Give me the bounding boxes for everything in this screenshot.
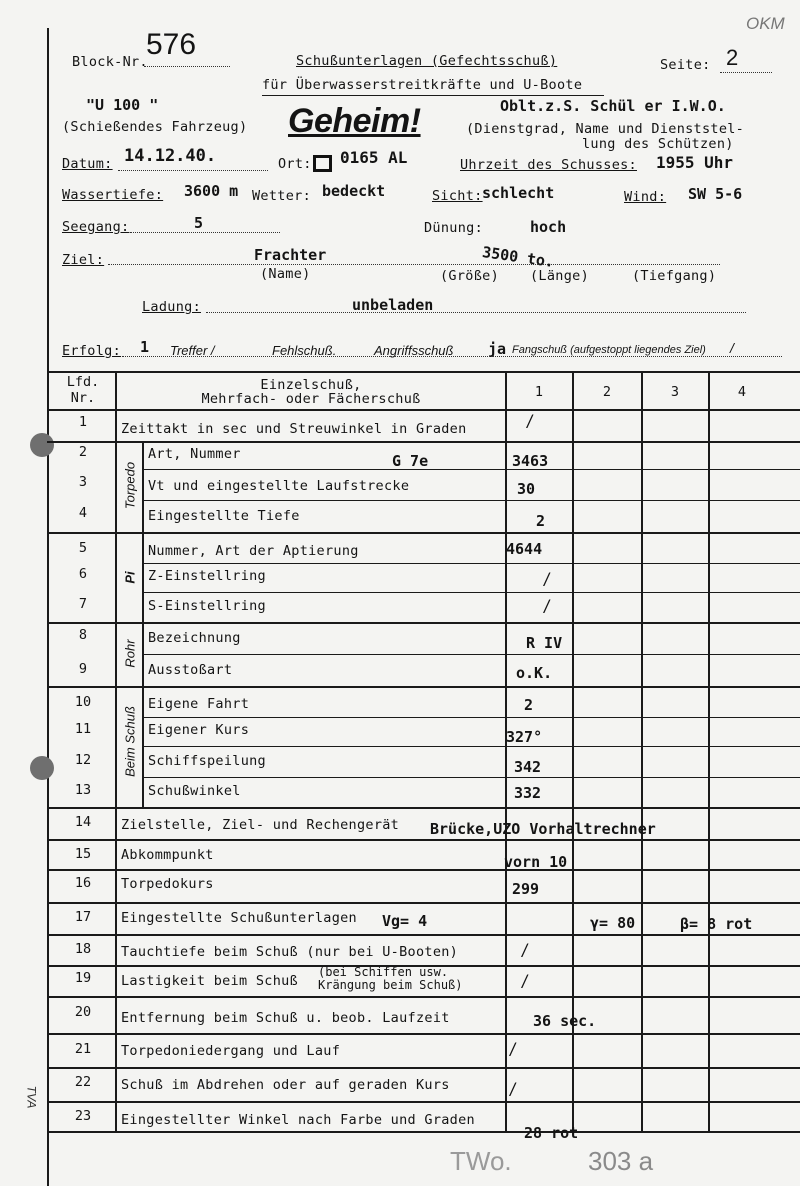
row-value-1: 327° — [506, 728, 543, 746]
subtitle-underline — [262, 95, 604, 96]
row-sep — [47, 807, 800, 809]
row-label: Entfernung beim Schuß u. beob. Laufzeit — [121, 1010, 450, 1026]
grid-square-icon — [313, 155, 332, 172]
erfolg-label: Erfolg: — [62, 343, 121, 359]
seegang-label: Seegang: — [62, 219, 130, 235]
row-extra: Vg= 4 — [382, 912, 428, 930]
row-no: 18 — [74, 941, 92, 957]
wetter-label: Wetter: — [252, 188, 311, 204]
row-value-1: 299 — [512, 880, 540, 898]
row-sep — [47, 1131, 800, 1133]
row-label: Z-Einstellring — [148, 568, 266, 584]
row-value-1: R IV — [526, 634, 563, 652]
row-no: 21 — [74, 1041, 92, 1057]
col-header-1: 1 — [534, 384, 544, 400]
row-label: Eigene Fahrt — [148, 696, 250, 712]
row-no: 20 — [74, 1004, 92, 1020]
row-no: 10 — [74, 694, 92, 710]
row-value-1: γ= 80 — [590, 914, 636, 932]
fangschuss-value: / — [730, 340, 734, 356]
col-header-2: 2 — [602, 384, 612, 400]
row-no: 4 — [78, 505, 88, 521]
row-value-1: 28 rot — [524, 1124, 579, 1142]
block-label: Block-Nr. — [72, 54, 148, 70]
erfolg-dots — [122, 356, 782, 357]
row-no: 16 — [74, 875, 92, 891]
wind-label: Wind: — [624, 189, 667, 205]
row-label: Art, Nummer — [148, 446, 241, 462]
archive-stamp: TWo. — [450, 1146, 512, 1176]
row-sep — [47, 441, 800, 443]
table-top-border — [47, 371, 800, 373]
row-sep — [142, 746, 800, 747]
ladung-value: unbeladen — [352, 296, 434, 314]
wind-value: SW 5-6 — [688, 185, 743, 203]
group-pi: Pi — [122, 571, 138, 584]
datum-dots — [118, 170, 268, 171]
row-label: Eingestellter Winkel nach Farbe und Graden — [121, 1112, 475, 1128]
row-value-1: / — [544, 570, 550, 590]
officer-name: Oblt.z.S. Schül er I.W.O. — [500, 97, 726, 115]
erfolg-count: 1 — [140, 338, 150, 356]
row-sep — [142, 717, 800, 718]
lfd-header-2: Nr. — [70, 390, 96, 406]
fangschuss-label: Fangschuß (aufgestoppt liegendes Ziel) — [512, 344, 706, 356]
row-sep — [47, 934, 800, 936]
row-no: 9 — [78, 661, 88, 677]
row-value-1: 36 sec. — [533, 1012, 597, 1030]
row-extra: Brücke,UZO Vorhaltrechner — [430, 820, 656, 838]
left-margin-line — [47, 28, 49, 1186]
archive-number: 303 a — [588, 1146, 654, 1176]
row-extra: G 7e — [392, 452, 429, 470]
ort-label: Ort: — [278, 156, 312, 172]
row-no: 5 — [78, 540, 88, 556]
row-value-1: / — [510, 1080, 516, 1100]
sicht-value: schlecht — [482, 184, 555, 202]
row-sep — [47, 1033, 800, 1035]
duenung-label: Dünung: — [424, 220, 483, 236]
row-label: Tauchtiefe beim Schuß (nur bei U-Booten) — [121, 944, 459, 960]
row-no: 13 — [74, 782, 92, 798]
row-no: 3 — [78, 474, 88, 490]
row-label: Ausstoßart — [148, 662, 233, 678]
uhrzeit-value: 1955 Uhr — [656, 153, 734, 172]
row-sep — [47, 1101, 800, 1103]
group-torpedo: Torpedo — [122, 461, 138, 510]
row-label: Torpedokurs — [121, 876, 214, 892]
angriffsschuss-value: ja — [488, 340, 507, 358]
ort-value: 0165 AL — [340, 148, 408, 167]
row-label: Schiffspeilung — [148, 753, 266, 769]
ziel-label: Ziel: — [62, 252, 105, 268]
row-sep — [47, 869, 800, 871]
boat-label: (Schießendes Fahrzeug) — [62, 119, 248, 135]
col-header-3: 3 — [670, 384, 680, 400]
desc-header-2: Mehrfach- oder Fächerschuß — [201, 391, 421, 407]
officer-label-1: (Dienstgrad, Name und Dienststel- — [466, 121, 745, 137]
row-no: 11 — [74, 721, 92, 737]
form-subtitle: für Überwasserstreitkräfte und U-Boote — [262, 77, 583, 93]
group-rohr: Rohr — [122, 639, 138, 668]
row-value-1: / — [544, 597, 550, 617]
row-label: Schußwinkel — [148, 783, 241, 799]
boat-name: "U 100 " — [86, 96, 159, 114]
row-sep — [142, 654, 800, 655]
row-label: Torpedoniedergang und Lauf — [121, 1043, 341, 1059]
table-group-col — [142, 441, 144, 807]
row-no: 8 — [78, 627, 88, 643]
page-label: Seite: — [660, 57, 711, 73]
row-value-1: 4644 — [506, 540, 543, 558]
form-title: Schußunterlagen (Gefechtsschuß) — [296, 53, 558, 69]
ladung-label: Ladung: — [142, 299, 201, 315]
row-value-1: 30 — [517, 480, 536, 498]
row-no: 6 — [78, 566, 88, 582]
datum-value: 14.12.40. — [124, 146, 217, 166]
angriffsschuss-label: Angriffsschuß — [374, 343, 454, 358]
row-label: Vt und eingestellte Laufstrecke — [148, 478, 410, 494]
table-col-4 — [708, 371, 710, 1133]
row-value-2: β= 8 rot — [680, 915, 753, 933]
row-label: S-Einstellring — [148, 598, 266, 614]
row-no: 1 — [78, 414, 88, 430]
lfd-header-1: Lfd. — [66, 374, 100, 390]
margin-note-left: TVA — [24, 1085, 39, 1109]
wetter-value: bedeckt — [322, 182, 386, 200]
row-value-1: 3463 — [512, 452, 549, 470]
row-value-1: / — [527, 412, 533, 432]
row-label: Eingestellte Tiefe — [148, 508, 300, 524]
row-label: Bezeichnung — [148, 630, 241, 646]
officer-label-2: lung des Schützen) — [582, 136, 734, 152]
fehlschuss-label: Fehlschuß. — [272, 343, 337, 358]
row-value-1: 332 — [514, 784, 542, 802]
ziel-dots — [108, 264, 720, 265]
row-no: 14 — [74, 814, 92, 830]
row-no: 15 — [74, 846, 92, 862]
sicht-label: Sicht: — [432, 188, 483, 204]
row-value-1: / — [510, 1040, 516, 1060]
ziel-name-value: Frachter — [254, 246, 327, 264]
row-no: 23 — [74, 1108, 92, 1124]
treffer-label: Treffer / — [170, 343, 215, 358]
row-value-1: 2 — [536, 512, 546, 530]
table-col-1 — [505, 371, 507, 1133]
row-no: 2 — [78, 444, 88, 460]
row-sep — [142, 469, 800, 470]
secret-stamp: Geheim! — [288, 102, 421, 140]
margin-note-top: OKM — [746, 14, 785, 33]
row-value-1: vorn 10 — [504, 853, 568, 871]
row-sep — [47, 532, 800, 534]
row-value-1: / — [522, 972, 528, 992]
row-label: Abkommpunkt — [121, 847, 214, 863]
row-label: Schuß im Abdrehen oder auf geraden Kurs — [121, 1077, 450, 1093]
row-label: Nummer, Art der Aptierung — [148, 543, 359, 559]
ladung-dots — [206, 312, 746, 313]
row-sep — [142, 563, 800, 564]
seegang-dots — [130, 232, 280, 233]
table-col-3 — [641, 371, 643, 1133]
laenge-label: (Länge) — [530, 268, 589, 284]
row-sep — [47, 839, 800, 841]
row-label: Zeittakt in sec und Streuwinkel in Graden — [121, 421, 467, 437]
uhrzeit-label: Uhrzeit des Schusses: — [460, 157, 637, 173]
block-number: 576 — [146, 28, 197, 61]
row-sep — [47, 686, 800, 688]
tiefgang-label: (Tiefgang) — [632, 268, 717, 284]
row-no: 12 — [74, 752, 92, 768]
page-number: 2 — [726, 45, 739, 70]
row-sep — [47, 902, 800, 904]
page-dots — [720, 72, 772, 73]
duenung-value: hoch — [530, 218, 567, 236]
row-sep — [47, 996, 800, 998]
row-no: 7 — [78, 596, 88, 612]
seegang-value: 5 — [194, 214, 204, 232]
row-label: Eigener Kurs — [148, 722, 250, 738]
row-label: Zielstelle, Ziel- und Rechengerät — [121, 817, 400, 833]
row-value-1: 342 — [514, 758, 542, 776]
row-extra: (bei Schiffen usw. Krängung beim Schuß) — [318, 965, 463, 992]
row-sep — [47, 1067, 800, 1069]
row-sep — [142, 500, 800, 501]
table-header-border — [47, 409, 800, 411]
row-label: Lastigkeit beim Schuß — [121, 973, 298, 989]
row-value-1: o.K. — [516, 664, 553, 682]
row-value-1: 2 — [524, 696, 534, 714]
row-no: 22 — [74, 1074, 92, 1090]
row-sep — [142, 592, 800, 593]
row-no: 19 — [74, 970, 92, 986]
col-header-4: 4 — [737, 384, 747, 400]
ziel-groesse-value: 3500 to. — [481, 243, 556, 271]
desc-header-1: Einzelschuß, — [260, 377, 362, 393]
row-label: Eingestellte Schußunterlagen — [121, 910, 357, 926]
row-sep — [47, 622, 800, 624]
datum-label: Datum: — [62, 156, 113, 172]
row-sep — [142, 777, 800, 778]
group-beim-schuss: Beim Schuß — [122, 706, 138, 777]
groesse-label: (Größe) — [440, 268, 499, 284]
wassertiefe-value: 3600 m — [184, 182, 239, 200]
wassertiefe-label: Wassertiefe: — [62, 187, 164, 203]
name-label: (Name) — [260, 266, 311, 282]
block-dots — [144, 66, 230, 67]
row-no: 17 — [74, 909, 92, 925]
row-value-1: / — [522, 941, 528, 961]
